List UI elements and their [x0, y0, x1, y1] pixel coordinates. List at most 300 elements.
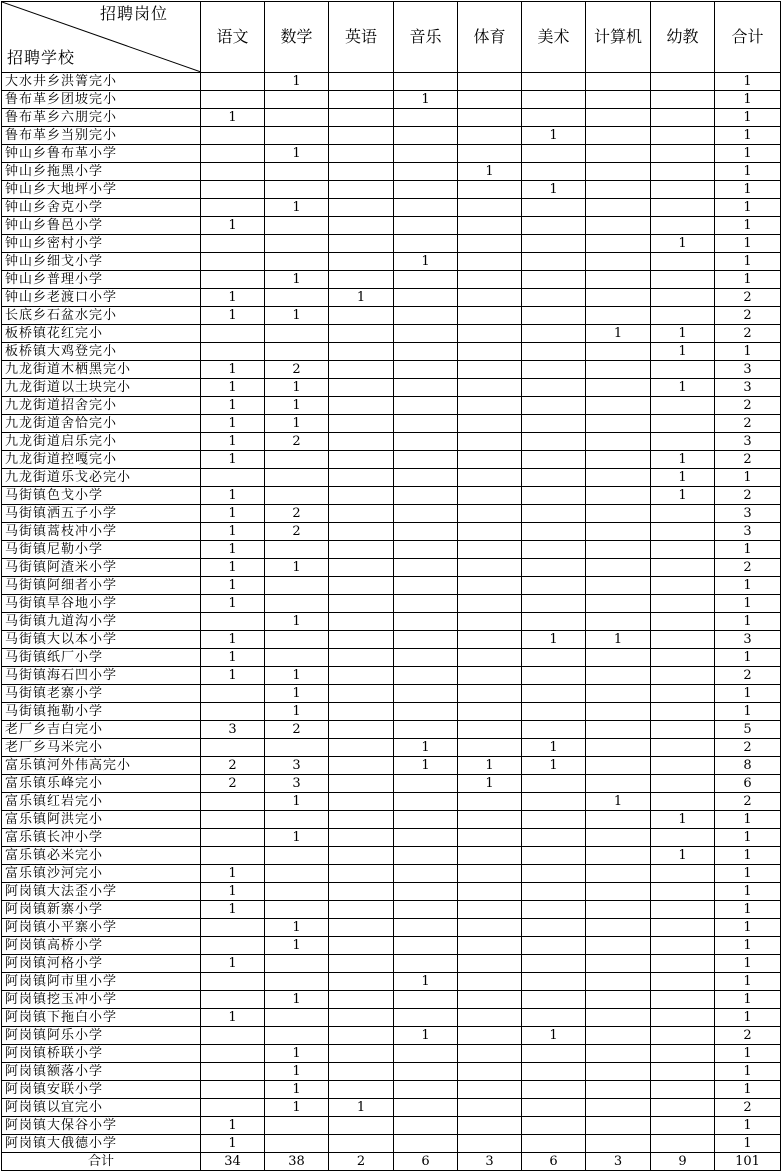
count-cell: 1: [201, 883, 265, 901]
count-cell: 1: [201, 649, 265, 667]
count-cell: [586, 91, 651, 109]
count-cell: [651, 793, 715, 811]
count-cell: 1: [201, 217, 265, 235]
count-cell: 1: [651, 343, 715, 361]
row-total-cell: 1: [715, 901, 781, 919]
school-name-cell: 板桥镇花红完小: [2, 325, 201, 343]
count-cell: [394, 361, 458, 379]
count-cell: [586, 271, 651, 289]
count-cell: [265, 289, 329, 307]
count-cell: [458, 811, 522, 829]
count-cell: [522, 649, 586, 667]
table-row: [2, 901, 781, 919]
school-name-cell: 富乐镇河外伟高完小: [2, 757, 201, 775]
school-name-cell: 阿岗镇小平寨小学: [2, 919, 201, 937]
count-cell: [651, 721, 715, 739]
count-cell: [458, 991, 522, 1009]
count-cell: [265, 649, 329, 667]
count-cell: [651, 73, 715, 91]
count-cell: [522, 613, 586, 631]
count-cell: 1: [394, 973, 458, 991]
school-name-cell: 富乐镇长冲小学: [2, 829, 201, 847]
table-row: [2, 685, 781, 703]
count-cell: [394, 613, 458, 631]
count-cell: [265, 883, 329, 901]
count-cell: [651, 1099, 715, 1117]
table-row: [2, 253, 781, 271]
school-name-cell: 马街镇九道沟小学: [2, 613, 201, 631]
count-cell: [458, 829, 522, 847]
count-cell: 1: [265, 199, 329, 217]
table-row: [2, 937, 781, 955]
count-cell: [651, 1081, 715, 1099]
count-cell: [329, 541, 394, 559]
count-cell: 1: [265, 397, 329, 415]
table-row: [2, 91, 781, 109]
count-cell: [201, 91, 265, 109]
count-cell: 1: [265, 1045, 329, 1063]
count-cell: [458, 415, 522, 433]
count-cell: [458, 289, 522, 307]
count-cell: [651, 271, 715, 289]
count-cell: [522, 253, 586, 271]
count-cell: [522, 451, 586, 469]
table-row: [2, 289, 781, 307]
count-cell: [329, 991, 394, 1009]
count-cell: [394, 199, 458, 217]
count-cell: [522, 1117, 586, 1135]
count-cell: [522, 433, 586, 451]
table-row: [2, 1027, 781, 1045]
count-cell: 1: [201, 1117, 265, 1135]
count-cell: [329, 577, 394, 595]
row-total-cell: 6: [715, 775, 781, 793]
column-header-art: 美术: [522, 2, 586, 73]
table-row: [2, 343, 781, 361]
count-cell: [265, 235, 329, 253]
school-name-cell: 钟山乡拖黑小学: [2, 163, 201, 181]
count-cell: [586, 253, 651, 271]
count-cell: 1: [394, 757, 458, 775]
school-name-cell: 钟山乡老渡口小学: [2, 289, 201, 307]
count-cell: [394, 469, 458, 487]
count-cell: 1: [586, 793, 651, 811]
count-cell: [522, 379, 586, 397]
count-cell: [458, 613, 522, 631]
count-cell: [329, 1027, 394, 1045]
count-cell: [651, 1063, 715, 1081]
row-total-cell: 1: [715, 811, 781, 829]
count-cell: 1: [201, 397, 265, 415]
column-total-cell: 3: [458, 1153, 522, 1171]
count-cell: 1: [522, 181, 586, 199]
count-cell: 1: [458, 163, 522, 181]
table-row: [2, 325, 781, 343]
count-cell: [329, 397, 394, 415]
school-name-cell: 长底乡石盆水完小: [2, 307, 201, 325]
count-cell: [329, 1009, 394, 1027]
row-total-cell: 1: [715, 163, 781, 181]
count-cell: [522, 829, 586, 847]
count-cell: [394, 937, 458, 955]
table-row: [2, 361, 781, 379]
count-cell: 1: [265, 271, 329, 289]
table-row: [2, 559, 781, 577]
row-total-cell: 1: [715, 577, 781, 595]
count-cell: [651, 127, 715, 145]
row-total-cell: 2: [715, 559, 781, 577]
table-row: [2, 109, 781, 127]
count-cell: [458, 271, 522, 289]
count-cell: 1: [201, 487, 265, 505]
count-cell: [201, 145, 265, 163]
count-cell: [329, 757, 394, 775]
count-cell: [522, 91, 586, 109]
count-cell: [458, 451, 522, 469]
count-cell: 1: [329, 1099, 394, 1117]
row-total-cell: 1: [715, 217, 781, 235]
count-cell: [394, 919, 458, 937]
count-cell: [329, 667, 394, 685]
count-cell: [329, 235, 394, 253]
count-cell: [586, 1135, 651, 1153]
school-name-cell: 马街镇纸厂小学: [2, 649, 201, 667]
count-cell: 1: [329, 289, 394, 307]
count-cell: [458, 667, 522, 685]
row-total-cell: 1: [715, 919, 781, 937]
school-name-cell: 马街镇阿渣米小学: [2, 559, 201, 577]
count-cell: 1: [265, 73, 329, 91]
totals-label-cell: 合计: [2, 1153, 201, 1171]
school-name-cell: 富乐镇红岩完小: [2, 793, 201, 811]
count-cell: [586, 73, 651, 91]
count-cell: 1: [265, 379, 329, 397]
count-cell: [651, 613, 715, 631]
count-cell: [329, 109, 394, 127]
count-cell: [651, 361, 715, 379]
count-cell: [329, 127, 394, 145]
count-cell: [586, 685, 651, 703]
count-cell: [522, 901, 586, 919]
school-name-cell: 马街镇色戈小学: [2, 487, 201, 505]
count-cell: [651, 955, 715, 973]
count-cell: [329, 1063, 394, 1081]
count-cell: [201, 739, 265, 757]
school-name-cell: 富乐镇乐峰完小: [2, 775, 201, 793]
row-total-cell: 3: [715, 631, 781, 649]
count-cell: [201, 847, 265, 865]
row-total-cell: 3: [715, 505, 781, 523]
count-cell: [458, 721, 522, 739]
count-cell: [522, 361, 586, 379]
count-cell: [329, 649, 394, 667]
count-cell: 1: [651, 451, 715, 469]
count-cell: [329, 847, 394, 865]
row-total-cell: 3: [715, 361, 781, 379]
row-total-cell: 2: [715, 487, 781, 505]
table-row: [2, 811, 781, 829]
row-total-cell: 1: [715, 883, 781, 901]
count-cell: [265, 181, 329, 199]
count-cell: [329, 433, 394, 451]
count-cell: [522, 343, 586, 361]
count-cell: [458, 739, 522, 757]
count-cell: [586, 937, 651, 955]
table-row: [2, 667, 781, 685]
row-total-cell: 2: [715, 667, 781, 685]
school-axis-label: 招聘学校: [7, 48, 76, 67]
count-cell: 1: [265, 937, 329, 955]
count-cell: [201, 199, 265, 217]
count-cell: [522, 145, 586, 163]
count-cell: [586, 487, 651, 505]
count-cell: [586, 379, 651, 397]
count-cell: [329, 307, 394, 325]
count-cell: [651, 973, 715, 991]
table-row: [2, 505, 781, 523]
count-cell: [651, 1009, 715, 1027]
count-cell: [458, 1135, 522, 1153]
count-cell: [522, 397, 586, 415]
count-cell: [651, 757, 715, 775]
row-total-cell: 1: [715, 469, 781, 487]
count-cell: [265, 1009, 329, 1027]
count-cell: 1: [265, 1081, 329, 1099]
count-cell: [651, 595, 715, 613]
row-total-cell: 1: [715, 991, 781, 1009]
table-row: [2, 127, 781, 145]
count-cell: 2: [265, 523, 329, 541]
count-cell: [586, 451, 651, 469]
school-name-cell: 马街镇拖勒小学: [2, 703, 201, 721]
count-cell: [522, 685, 586, 703]
count-cell: [522, 775, 586, 793]
count-cell: [651, 775, 715, 793]
count-cell: 1: [394, 1027, 458, 1045]
school-name-cell: 马街镇海石凹小学: [2, 667, 201, 685]
count-cell: [394, 181, 458, 199]
count-cell: [651, 217, 715, 235]
count-cell: [651, 163, 715, 181]
count-cell: [522, 847, 586, 865]
table-row: [2, 649, 781, 667]
count-cell: [522, 109, 586, 127]
count-cell: [329, 163, 394, 181]
table-row: [2, 919, 781, 937]
count-cell: [394, 217, 458, 235]
row-total-cell: 2: [715, 451, 781, 469]
count-cell: [394, 1009, 458, 1027]
count-cell: [329, 145, 394, 163]
count-cell: [651, 685, 715, 703]
count-cell: [458, 217, 522, 235]
school-name-cell: 阿岗镇下拖白小学: [2, 1009, 201, 1027]
count-cell: [265, 469, 329, 487]
count-cell: 1: [201, 1009, 265, 1027]
row-total-cell: 2: [715, 415, 781, 433]
row-total-cell: 2: [715, 1027, 781, 1045]
count-cell: [522, 937, 586, 955]
count-cell: 1: [651, 811, 715, 829]
column-total-cell: 38: [265, 1153, 329, 1171]
count-cell: [329, 973, 394, 991]
table-row: [2, 271, 781, 289]
count-cell: [522, 973, 586, 991]
count-cell: [329, 739, 394, 757]
row-total-cell: 1: [715, 109, 781, 127]
column-header-pe: 体育: [458, 2, 522, 73]
count-cell: 1: [265, 919, 329, 937]
count-cell: 1: [265, 1099, 329, 1117]
count-cell: 1: [201, 577, 265, 595]
count-cell: [329, 613, 394, 631]
count-cell: [651, 1117, 715, 1135]
table-row: [2, 1063, 781, 1081]
count-cell: 1: [586, 631, 651, 649]
count-cell: [329, 919, 394, 937]
count-cell: [586, 757, 651, 775]
count-cell: [458, 1009, 522, 1027]
school-name-cell: 九龙街道舍恰完小: [2, 415, 201, 433]
table-row: [2, 1009, 781, 1027]
table-row: [2, 397, 781, 415]
count-cell: [586, 1081, 651, 1099]
count-cell: [651, 199, 715, 217]
count-cell: [394, 73, 458, 91]
school-name-cell: 阿岗镇高桥小学: [2, 937, 201, 955]
count-cell: 1: [265, 829, 329, 847]
count-cell: 2: [265, 433, 329, 451]
count-cell: [586, 289, 651, 307]
count-cell: [458, 127, 522, 145]
count-cell: [329, 487, 394, 505]
row-total-cell: 3: [715, 523, 781, 541]
count-cell: [329, 523, 394, 541]
school-name-cell: 阿岗镇新寨小学: [2, 901, 201, 919]
count-cell: [394, 865, 458, 883]
count-cell: [329, 1135, 394, 1153]
count-cell: [458, 325, 522, 343]
count-cell: [651, 1135, 715, 1153]
table-row: [2, 145, 781, 163]
table-row: [2, 595, 781, 613]
school-name-cell: 钟山乡鲁布革小学: [2, 145, 201, 163]
school-name-cell: 九龙街道招舍完小: [2, 397, 201, 415]
school-name-cell: 九龙街道木栖黑完小: [2, 361, 201, 379]
count-cell: 1: [265, 415, 329, 433]
count-cell: [651, 649, 715, 667]
row-total-cell: 1: [715, 541, 781, 559]
count-cell: [522, 1045, 586, 1063]
totals-row: [2, 1153, 781, 1171]
count-cell: [329, 811, 394, 829]
count-cell: [329, 685, 394, 703]
count-cell: [651, 559, 715, 577]
count-cell: [201, 919, 265, 937]
count-cell: [329, 703, 394, 721]
row-total-cell: 1: [715, 613, 781, 631]
count-cell: [651, 937, 715, 955]
count-cell: [394, 505, 458, 523]
count-cell: 1: [586, 325, 651, 343]
table-row: [2, 415, 781, 433]
count-cell: [265, 631, 329, 649]
count-cell: 1: [651, 847, 715, 865]
count-cell: 1: [201, 361, 265, 379]
count-cell: [329, 721, 394, 739]
count-cell: [201, 127, 265, 145]
school-name-cell: 阿岗镇安联小学: [2, 1081, 201, 1099]
count-cell: [522, 235, 586, 253]
count-cell: [265, 901, 329, 919]
count-cell: [201, 1027, 265, 1045]
column-total-cell: 6: [522, 1153, 586, 1171]
count-cell: [201, 181, 265, 199]
count-cell: 1: [201, 865, 265, 883]
count-cell: 1: [265, 307, 329, 325]
count-cell: [201, 1081, 265, 1099]
count-cell: [522, 505, 586, 523]
table-row: [2, 163, 781, 181]
count-cell: 2: [265, 361, 329, 379]
count-cell: [586, 217, 651, 235]
school-name-cell: 钟山乡舍克小学: [2, 199, 201, 217]
table-row: [2, 793, 781, 811]
table-row: [2, 451, 781, 469]
count-cell: 1: [522, 739, 586, 757]
count-cell: [458, 541, 522, 559]
count-cell: [458, 577, 522, 595]
count-cell: [329, 469, 394, 487]
count-cell: [522, 163, 586, 181]
count-cell: [329, 343, 394, 361]
count-cell: [586, 469, 651, 487]
count-cell: 1: [201, 541, 265, 559]
count-cell: [265, 595, 329, 613]
column-header-english: 英语: [329, 2, 394, 73]
school-name-cell: 阿岗镇挖玉冲小学: [2, 991, 201, 1009]
count-cell: [329, 1081, 394, 1099]
count-cell: [329, 217, 394, 235]
count-cell: [651, 919, 715, 937]
count-cell: [586, 127, 651, 145]
row-total-cell: 1: [715, 1081, 781, 1099]
table-row: [2, 703, 781, 721]
school-name-cell: 阿岗镇以宜完小: [2, 1099, 201, 1117]
column-total-cell: 9: [651, 1153, 715, 1171]
count-cell: [329, 595, 394, 613]
count-cell: [458, 397, 522, 415]
count-cell: [329, 829, 394, 847]
corner-header-cell: [2, 2, 201, 73]
column-total-cell: 34: [201, 1153, 265, 1171]
count-cell: [651, 1027, 715, 1045]
count-cell: [458, 505, 522, 523]
count-cell: [586, 235, 651, 253]
school-name-cell: 阿岗镇大保谷小学: [2, 1117, 201, 1135]
count-cell: [265, 577, 329, 595]
table-row: [2, 73, 781, 91]
table-row: [2, 541, 781, 559]
table-row: [2, 235, 781, 253]
count-cell: [394, 721, 458, 739]
count-cell: [458, 1027, 522, 1045]
count-cell: [394, 541, 458, 559]
table-row: [2, 865, 781, 883]
count-cell: [394, 901, 458, 919]
table-row: [2, 1135, 781, 1153]
count-cell: [458, 685, 522, 703]
